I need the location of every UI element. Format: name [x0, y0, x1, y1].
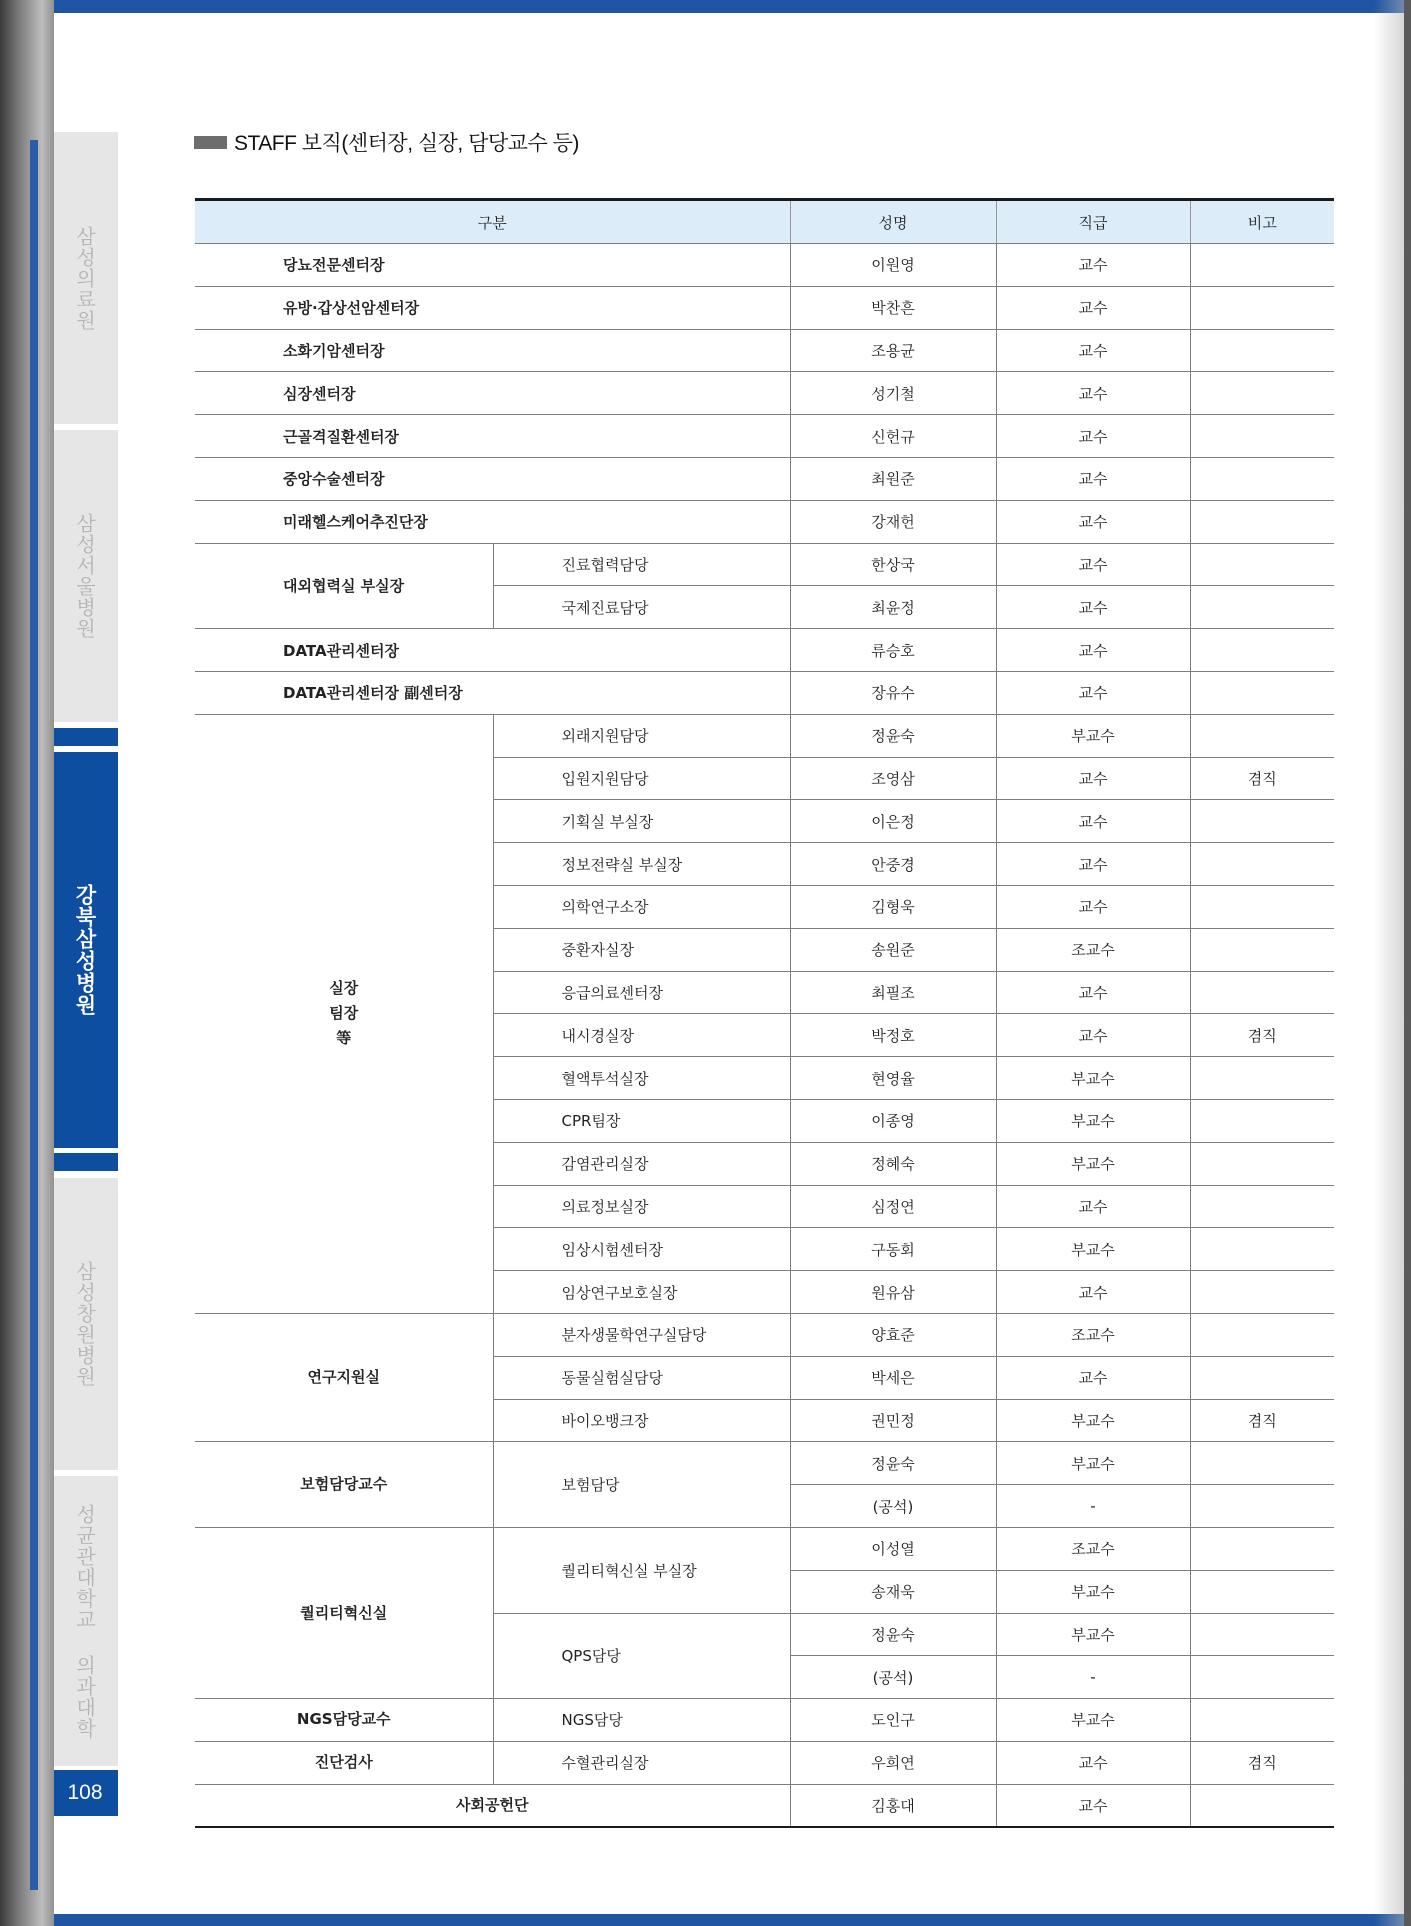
note-cell [1190, 1057, 1334, 1100]
table-row [195, 543, 1334, 586]
subcategory-cell: 퀄리티혁신실 부실장 [493, 1527, 790, 1613]
subcategory-cell: 정보전략실 부실장 [493, 843, 790, 886]
category-cell: DATA관리센터장 [195, 629, 790, 672]
name-cell: 구동회 [790, 1228, 996, 1271]
name-cell: 정윤숙 [790, 1613, 996, 1656]
rank-cell: 교수 [996, 543, 1190, 586]
table-row [195, 500, 1334, 543]
subcategory-cell: 내시경실장 [493, 1014, 790, 1057]
name-cell: 우희연 [790, 1741, 996, 1784]
category-cell: 심장센터장 [195, 372, 790, 415]
tab-divider [54, 1153, 118, 1171]
rank-cell: 교수 [996, 329, 1190, 372]
document-page [54, 0, 1404, 1926]
rank-cell: 교수 [996, 415, 1190, 458]
name-cell: 성기철 [790, 372, 996, 415]
table-row [195, 244, 1334, 287]
rank-cell: 조교수 [996, 928, 1190, 971]
note-cell [1190, 1099, 1334, 1142]
table-row [195, 415, 1334, 458]
subcategory-cell: 진료협력담당 [493, 543, 790, 586]
rank-cell: - [996, 1485, 1190, 1528]
note-cell [1190, 329, 1334, 372]
side-tab-kangbuk-samsung-hospital[interactable]: 강북삼성병원 [54, 752, 118, 1148]
name-cell: 박찬흔 [790, 286, 996, 329]
note-cell [1190, 1527, 1334, 1570]
rank-cell: 교수 [996, 800, 1190, 843]
subcategory-cell: 감염관리실장 [493, 1142, 790, 1185]
name-cell: 양효준 [790, 1313, 996, 1356]
subcategory-cell: 동물실험실담당 [493, 1356, 790, 1399]
rank-cell: 교수 [996, 1741, 1190, 1784]
note-cell [1190, 1656, 1334, 1699]
top-border [54, 0, 1404, 13]
name-cell: 송재욱 [790, 1570, 996, 1613]
page-number: 108 [54, 1770, 118, 1816]
name-cell: 도인구 [790, 1699, 996, 1742]
subcategory-cell: 혈액투석실장 [493, 1057, 790, 1100]
rank-cell: 부교수 [996, 1099, 1190, 1142]
note-cell [1190, 1485, 1334, 1528]
subcategory-cell: 응급의료센터장 [493, 971, 790, 1014]
category-cell-multiline [195, 714, 493, 1313]
category-cell: 대외협력실 부실장 [195, 543, 493, 629]
note-cell [1190, 629, 1334, 672]
table-header-row [195, 200, 1334, 244]
note-cell: 겸직 [1190, 1741, 1334, 1784]
name-cell: 최원준 [790, 457, 996, 500]
subcategory-cell: 중환자실장 [493, 928, 790, 971]
rank-cell: 부교수 [996, 1613, 1190, 1656]
note-cell: 겸직 [1190, 1014, 1334, 1057]
rank-cell: 부교수 [996, 1399, 1190, 1442]
category-cell: DATA관리센터장 副센터장 [195, 671, 790, 714]
table-row [195, 1699, 1334, 1742]
section-title-text: STAFF 보직(센터장, 실장, 담당교수 등) [234, 132, 579, 155]
name-cell: 장유수 [790, 671, 996, 714]
category-cell: 연구지원실 [195, 1313, 493, 1441]
rank-cell: 부교수 [996, 1699, 1190, 1742]
table-row [195, 372, 1334, 415]
table-row [195, 671, 1334, 714]
name-cell: 조용균 [790, 329, 996, 372]
name-cell: 김형욱 [790, 885, 996, 928]
note-cell [1190, 1570, 1334, 1613]
name-cell: 박세은 [790, 1356, 996, 1399]
subcategory-cell: 임상시험센터장 [493, 1228, 790, 1271]
title-bullet-bar [194, 136, 227, 149]
rank-cell: 부교수 [996, 1570, 1190, 1613]
subcategory-cell: 국제진료담당 [493, 586, 790, 629]
rank-cell: 교수 [996, 1356, 1190, 1399]
category-cell: 당뇨전문센터장 [195, 244, 790, 287]
name-cell: 이원영 [790, 244, 996, 287]
name-cell: 박정호 [790, 1014, 996, 1057]
rank-cell: 교수 [996, 971, 1190, 1014]
note-cell [1190, 1142, 1334, 1185]
note-cell [1190, 286, 1334, 329]
note-cell [1190, 372, 1334, 415]
note-cell [1190, 843, 1334, 886]
header-note: 비고 [1190, 200, 1334, 244]
subcategory-cell: 입원지원담당 [493, 757, 790, 800]
staff-table [195, 198, 1334, 1828]
note-cell [1190, 586, 1334, 629]
category-cell: 보험담당교수 [195, 1442, 493, 1528]
note-cell [1190, 1613, 1334, 1656]
header-rank: 직급 [996, 200, 1190, 244]
name-cell: 심정연 [790, 1185, 996, 1228]
note-cell [1190, 1313, 1334, 1356]
subcategory-cell: 수혈관리실장 [493, 1741, 790, 1784]
rank-cell: 부교수 [996, 1057, 1190, 1100]
name-cell: 류승호 [790, 629, 996, 672]
rank-cell: 교수 [996, 244, 1190, 287]
rank-cell: 부교수 [996, 714, 1190, 757]
rank-cell: 부교수 [996, 1228, 1190, 1271]
name-cell: 이성열 [790, 1527, 996, 1570]
header-name: 성명 [790, 200, 996, 244]
name-cell: 신헌규 [790, 415, 996, 458]
table-row [195, 1313, 1334, 1356]
subcategory-cell: QPS담당 [493, 1613, 790, 1699]
note-cell [1190, 1699, 1334, 1742]
table-row [195, 329, 1334, 372]
note-cell [1190, 1784, 1334, 1827]
table-row [195, 1442, 1334, 1485]
name-cell: 조영삼 [790, 757, 996, 800]
name-cell: (공석) [790, 1485, 996, 1528]
subcategory-cell: 의료정보실장 [493, 1185, 790, 1228]
name-cell: 정윤숙 [790, 714, 996, 757]
side-tab-samsung-medical-center[interactable]: 삼성의료원 [54, 132, 118, 424]
category-line: 실장 [329, 979, 359, 998]
table-row [195, 714, 1334, 757]
name-cell: 최윤정 [790, 586, 996, 629]
subcategory-cell: NGS담당 [493, 1699, 790, 1742]
name-cell: 현영율 [790, 1057, 996, 1100]
category-cell: NGS담당교수 [195, 1699, 493, 1742]
note-cell [1190, 543, 1334, 586]
rank-cell: - [996, 1656, 1190, 1699]
rank-cell: 부교수 [996, 1442, 1190, 1485]
table-row [195, 1527, 1334, 1570]
note-cell [1190, 415, 1334, 458]
name-cell: 한상국 [790, 543, 996, 586]
rank-cell: 교수 [996, 1784, 1190, 1827]
side-tab-skku-medicine[interactable]: 성균관대학교 의과대학 [54, 1476, 118, 1766]
name-cell: 이은정 [790, 800, 996, 843]
name-cell: 송원준 [790, 928, 996, 971]
rank-cell: 조교수 [996, 1527, 1190, 1570]
name-cell: 김홍대 [790, 1784, 996, 1827]
subcategory-cell: CPR팀장 [493, 1099, 790, 1142]
rank-cell: 교수 [996, 885, 1190, 928]
note-cell [1190, 671, 1334, 714]
note-cell: 겸직 [1190, 757, 1334, 800]
category-cell: 중앙수술센터장 [195, 457, 790, 500]
book-binding [0, 0, 56, 1926]
category-cell: 퀄리티혁신실 [195, 1527, 493, 1698]
subcategory-cell: 분자생물학연구실담당 [493, 1313, 790, 1356]
section-title [194, 127, 579, 157]
name-cell: 안중경 [790, 843, 996, 886]
side-tab-samsung-changwon-hospital[interactable]: 삼성창원병원 [54, 1178, 118, 1470]
table-row [195, 457, 1334, 500]
category-cell: 유방·갑상선암센터장 [195, 286, 790, 329]
table-row [195, 1741, 1334, 1784]
subcategory-cell: 외래지원담당 [493, 714, 790, 757]
note-cell [1190, 1356, 1334, 1399]
note-cell [1190, 800, 1334, 843]
name-cell: 이종영 [790, 1099, 996, 1142]
name-cell: 강재헌 [790, 500, 996, 543]
subcategory-cell: 임상연구보호실장 [493, 1271, 790, 1314]
note-cell [1190, 928, 1334, 971]
rank-cell: 교수 [996, 500, 1190, 543]
note-cell [1190, 244, 1334, 287]
rank-cell: 교수 [996, 671, 1190, 714]
table-row [195, 629, 1334, 672]
note-cell [1190, 500, 1334, 543]
note-cell [1190, 457, 1334, 500]
side-tab-samsung-seoul-hospital[interactable]: 삼성서울병원 [54, 430, 118, 722]
name-cell: 최필조 [790, 971, 996, 1014]
rank-cell: 교수 [996, 457, 1190, 500]
note-cell [1190, 971, 1334, 1014]
header-category: 구분 [195, 200, 790, 244]
table-row [195, 1784, 1334, 1827]
category-line: 等 [336, 1029, 352, 1048]
rank-cell: 교수 [996, 843, 1190, 886]
name-cell: 원유삼 [790, 1271, 996, 1314]
note-cell [1190, 1185, 1334, 1228]
rank-cell: 조교수 [996, 1313, 1190, 1356]
note-cell [1190, 1442, 1334, 1485]
subcategory-cell: 의학연구소장 [493, 885, 790, 928]
page-edge-shadow [1374, 0, 1404, 1926]
binding-edge [30, 140, 38, 1890]
tab-divider [54, 728, 118, 746]
category-line: 팀장 [329, 1004, 359, 1023]
table-row [195, 286, 1334, 329]
name-cell: 정혜숙 [790, 1142, 996, 1185]
note-cell [1190, 714, 1334, 757]
note-cell: 겸직 [1190, 1399, 1334, 1442]
category-cell: 사회공헌단 [195, 1784, 790, 1827]
note-cell [1190, 885, 1334, 928]
subcategory-cell: 바이오뱅크장 [493, 1399, 790, 1442]
name-cell: 권민정 [790, 1399, 996, 1442]
name-cell: (공석) [790, 1656, 996, 1699]
rank-cell: 교수 [996, 629, 1190, 672]
category-cell: 소화기암센터장 [195, 329, 790, 372]
rank-cell: 교수 [996, 586, 1190, 629]
category-cell: 미래헬스케어추진단장 [195, 500, 790, 543]
rank-cell: 교수 [996, 1271, 1190, 1314]
name-cell: 정윤숙 [790, 1442, 996, 1485]
bottom-border [54, 1914, 1404, 1926]
category-cell: 진단검사 [195, 1741, 493, 1784]
rank-cell: 교수 [996, 372, 1190, 415]
subcategory-cell: 기획실 부실장 [493, 800, 790, 843]
rank-cell: 부교수 [996, 1142, 1190, 1185]
category-cell: 근골격질환센터장 [195, 415, 790, 458]
rank-cell: 교수 [996, 1014, 1190, 1057]
note-cell [1190, 1228, 1334, 1271]
note-cell [1190, 1271, 1334, 1314]
rank-cell: 교수 [996, 286, 1190, 329]
rank-cell: 교수 [996, 757, 1190, 800]
rank-cell: 교수 [996, 1185, 1190, 1228]
subcategory-cell: 보험담당 [493, 1442, 790, 1528]
